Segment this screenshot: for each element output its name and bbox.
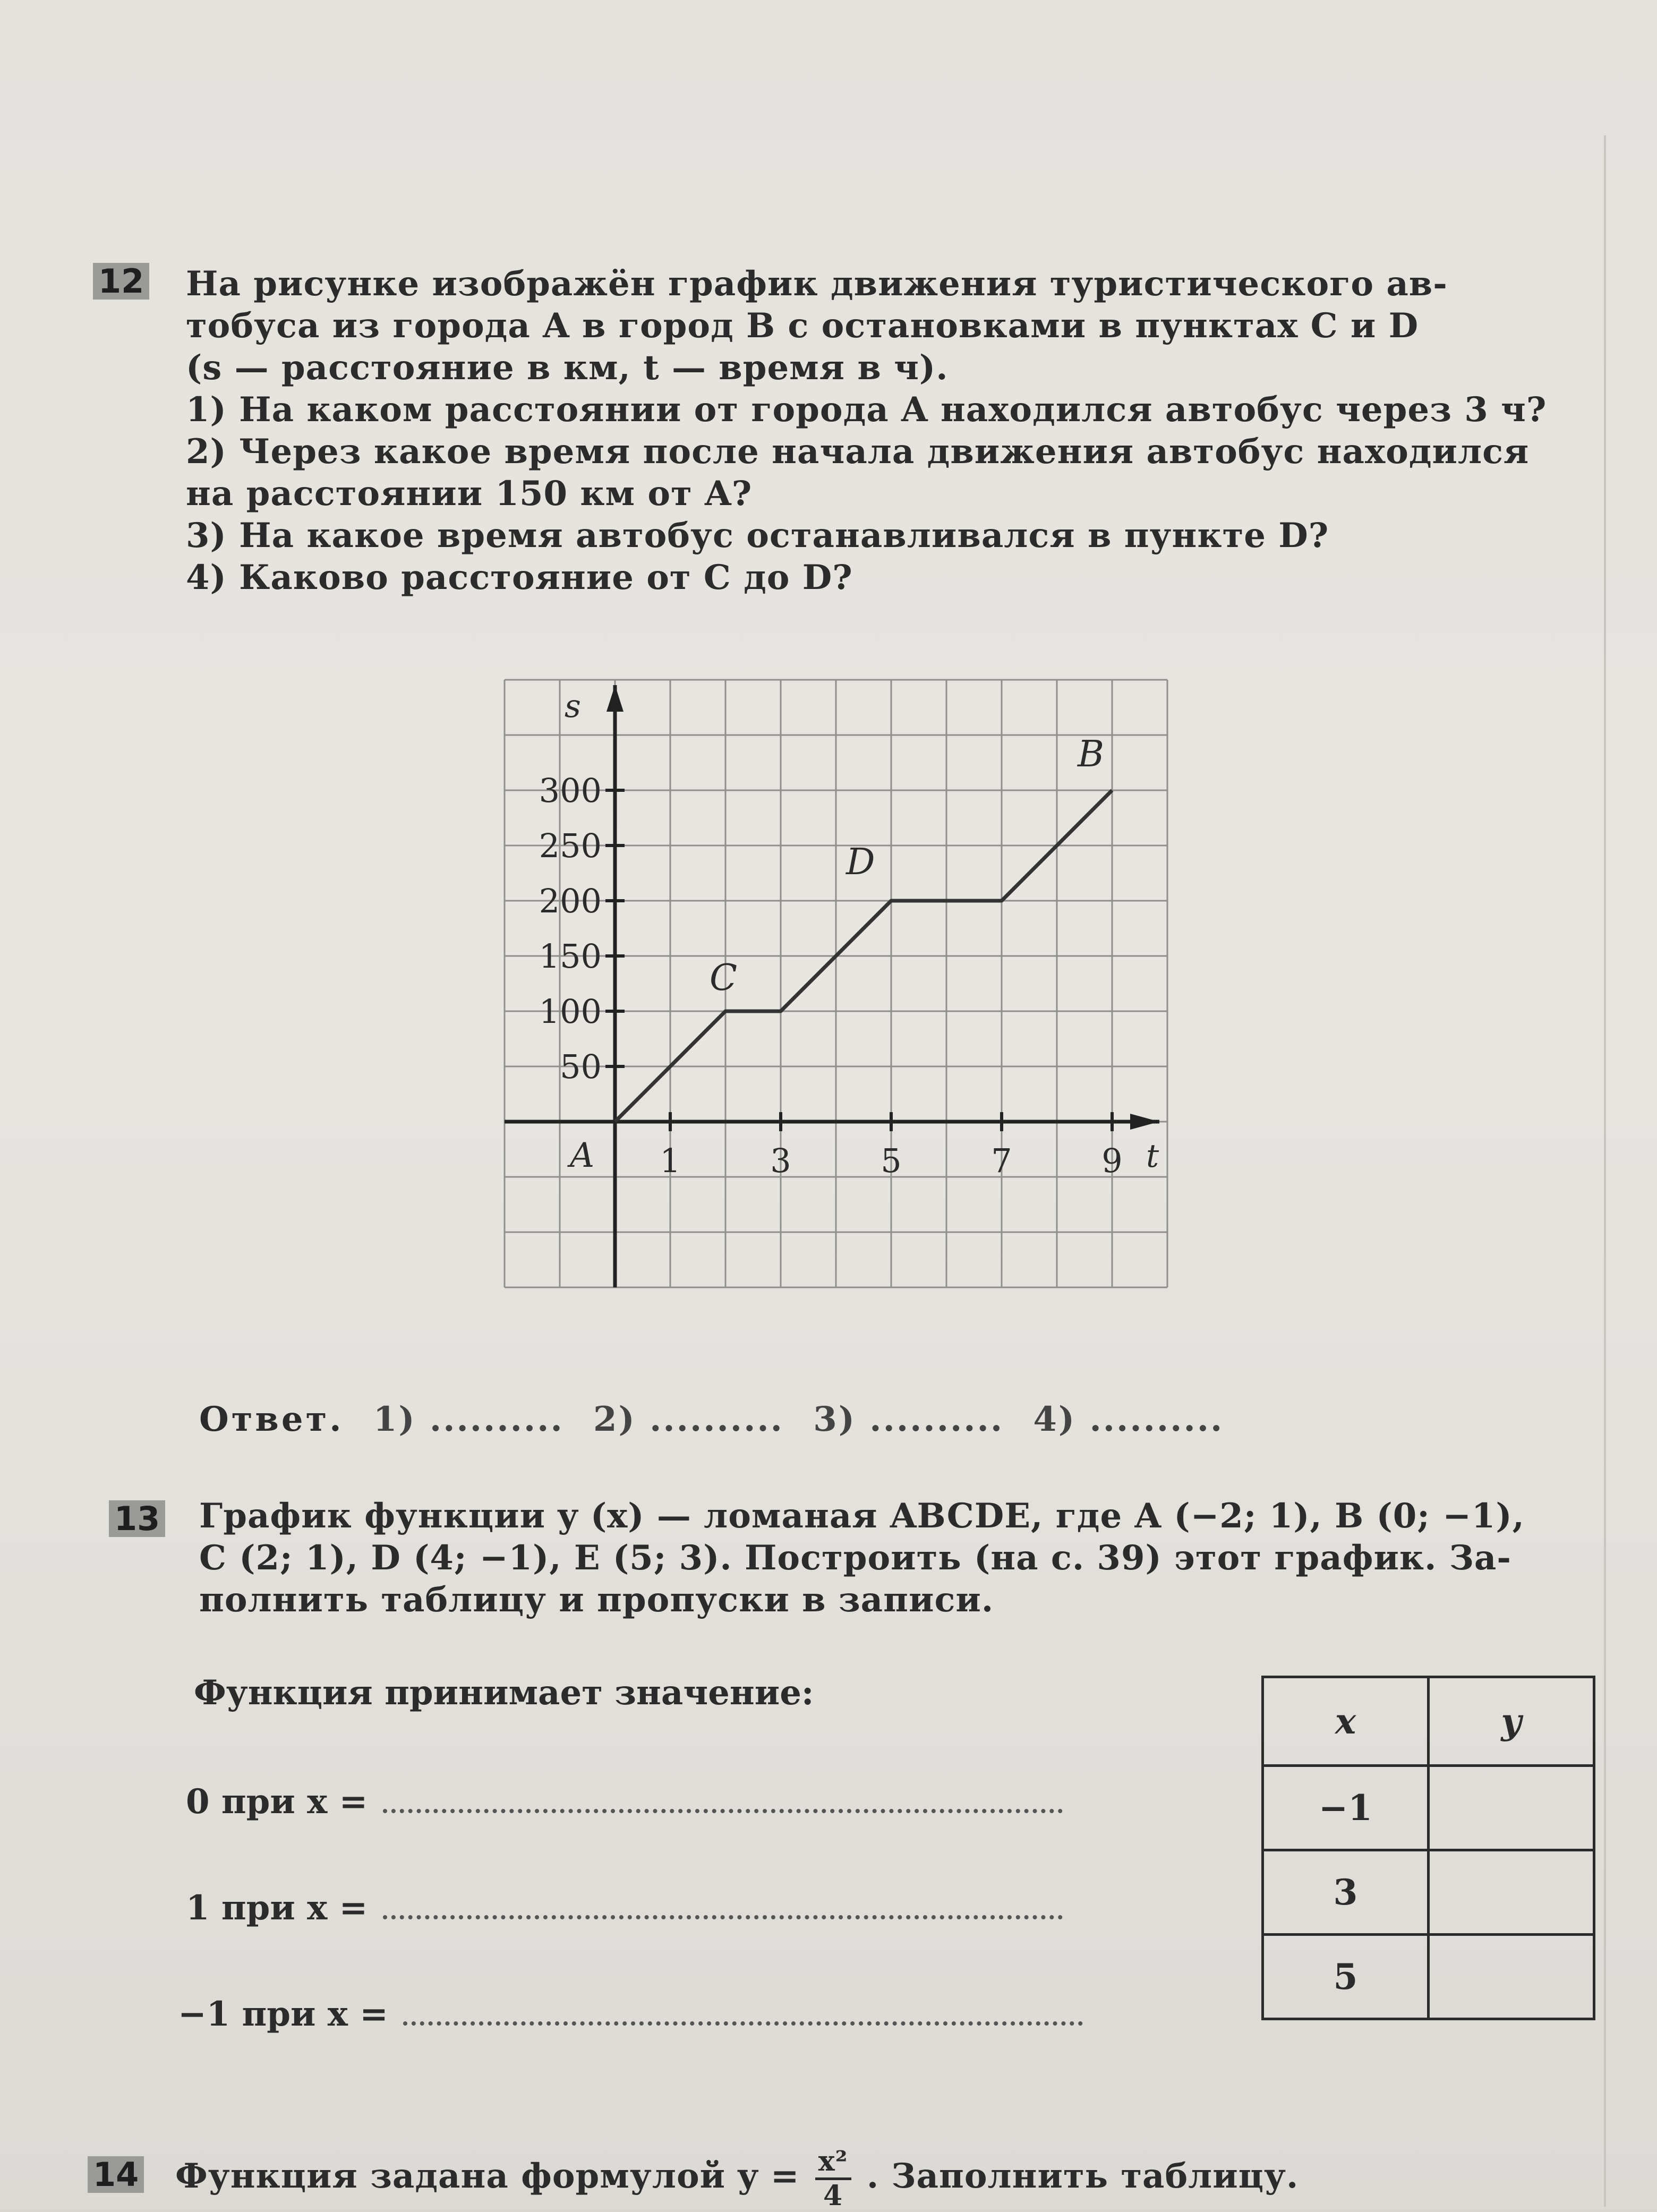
- answer-4[interactable]: 4) ..........: [1033, 1399, 1224, 1439]
- table-cell-y[interactable]: [1429, 1935, 1594, 2019]
- fill-label-1: 1 при x =: [186, 1888, 368, 1928]
- problem-12-line: На рисунке изображён график движения туристического ав-: [186, 264, 1448, 304]
- origin-label-a: A: [570, 1136, 595, 1175]
- motion-graph: [499, 674, 1190, 1306]
- xy-table: [1261, 1676, 1595, 2020]
- problem-14-number: 14: [88, 2156, 144, 2193]
- table-cell-y[interactable]: [1429, 1766, 1594, 1850]
- t-axis-arrow: [1130, 1114, 1159, 1130]
- problem-12-question-1: 1) На каком расстоянии от города A находился автобус через 3 ч?: [186, 390, 1547, 430]
- answer-label: Ответ.: [199, 1399, 344, 1439]
- problem-13-number: 13: [109, 1500, 165, 1537]
- x-tick-label: 5: [881, 1141, 902, 1180]
- problem-12-text: [186, 263, 1547, 599]
- problem-14-text-before: Функция задана формулой y =: [175, 2156, 800, 2196]
- x-tick-label: 9: [1101, 1141, 1123, 1180]
- answer-1[interactable]: 1) ..........: [373, 1399, 564, 1439]
- point-label-b: B: [1078, 733, 1104, 775]
- table-cell-y[interactable]: [1429, 1850, 1594, 1935]
- y-tick-label: 250: [539, 826, 602, 865]
- answer-line: [199, 1399, 1239, 1439]
- y-tick-label: 300: [539, 771, 602, 810]
- problem-12-question-2: 2) Через какое время после начала движения автобус находился: [186, 432, 1530, 472]
- problem-12-question-3: 3) На какое время автобус останавливался в пункте D?: [186, 516, 1329, 556]
- table-row: [1263, 1766, 1594, 1850]
- fraction: [815, 2146, 851, 2212]
- fill-label-minus1: −1 при x =: [178, 1994, 388, 2034]
- fill-blank-0[interactable]: [383, 1809, 1063, 1813]
- problem-12-question-4: 4) Каково расстояние от C до D?: [186, 558, 853, 597]
- table-row: [1263, 1850, 1594, 1935]
- point-label-c: C: [710, 957, 738, 999]
- y-tick-label: 50: [560, 1047, 602, 1086]
- x-tick-label: 7: [991, 1141, 1012, 1180]
- fill-blank-minus1[interactable]: [403, 2021, 1083, 2026]
- s-axis-label: s: [565, 688, 581, 725]
- problem-14-text-after: . Заполнить таблицу.: [866, 2156, 1299, 2196]
- y-tick-label: 200: [539, 882, 602, 920]
- y-tick-label: 150: [539, 937, 602, 976]
- fill-row-minus1: [178, 1994, 1083, 2034]
- problem-12-question-2-cont: на расстоянии 150 км от A?: [186, 474, 753, 514]
- problem-13-line: C (2; 1), D (4; −1), E (5; 3). Построить (на с. 39) этот график. За-: [199, 1538, 1511, 1578]
- fill-row-0: [186, 1782, 1063, 1822]
- fill-row-1: [186, 1888, 1063, 1928]
- fraction-denominator: 4: [823, 2180, 843, 2212]
- x-tick-label: 1: [660, 1141, 681, 1180]
- problem-13-text: [199, 1495, 1525, 1621]
- problem-14-text: [175, 2146, 1299, 2212]
- problem-12-line: (s — расстояние в км, t — время в ч).: [186, 348, 949, 388]
- page-edge: [1604, 135, 1606, 2207]
- answer-3[interactable]: 3) ..........: [813, 1399, 1004, 1439]
- fill-blank-1[interactable]: [383, 1915, 1063, 1919]
- table-header-y: y: [1429, 1677, 1594, 1766]
- x-tick-label: 3: [770, 1141, 791, 1180]
- problem-13-line: График функции y (x) — ломаная ABCDE, где A (−2; 1), B (0; −1),: [199, 1496, 1525, 1536]
- answer-2[interactable]: 2) ..........: [593, 1399, 784, 1439]
- function-values-heading: Функция принимает значение:: [194, 1673, 814, 1713]
- t-axis-label: t: [1146, 1138, 1159, 1175]
- problem-13-line: полнить таблицу и пропуски в записи.: [199, 1580, 994, 1620]
- table-cell-x: 5: [1263, 1935, 1429, 2019]
- table-row: [1263, 1935, 1594, 2019]
- problem-12-number: 12: [93, 263, 149, 300]
- table-cell-x: −1: [1263, 1766, 1429, 1850]
- table-cell-x: 3: [1263, 1850, 1429, 1935]
- point-label-d: D: [846, 841, 875, 883]
- table-header-x: x: [1263, 1677, 1429, 1766]
- s-axis-arrow: [607, 685, 623, 712]
- y-tick-label: 100: [539, 992, 602, 1031]
- fraction-numerator: x²: [815, 2146, 851, 2180]
- problem-12-line: тобуса из города A в город B с остановками в пунктах C и D: [186, 306, 1419, 346]
- fill-label-0: 0 при x =: [186, 1782, 368, 1822]
